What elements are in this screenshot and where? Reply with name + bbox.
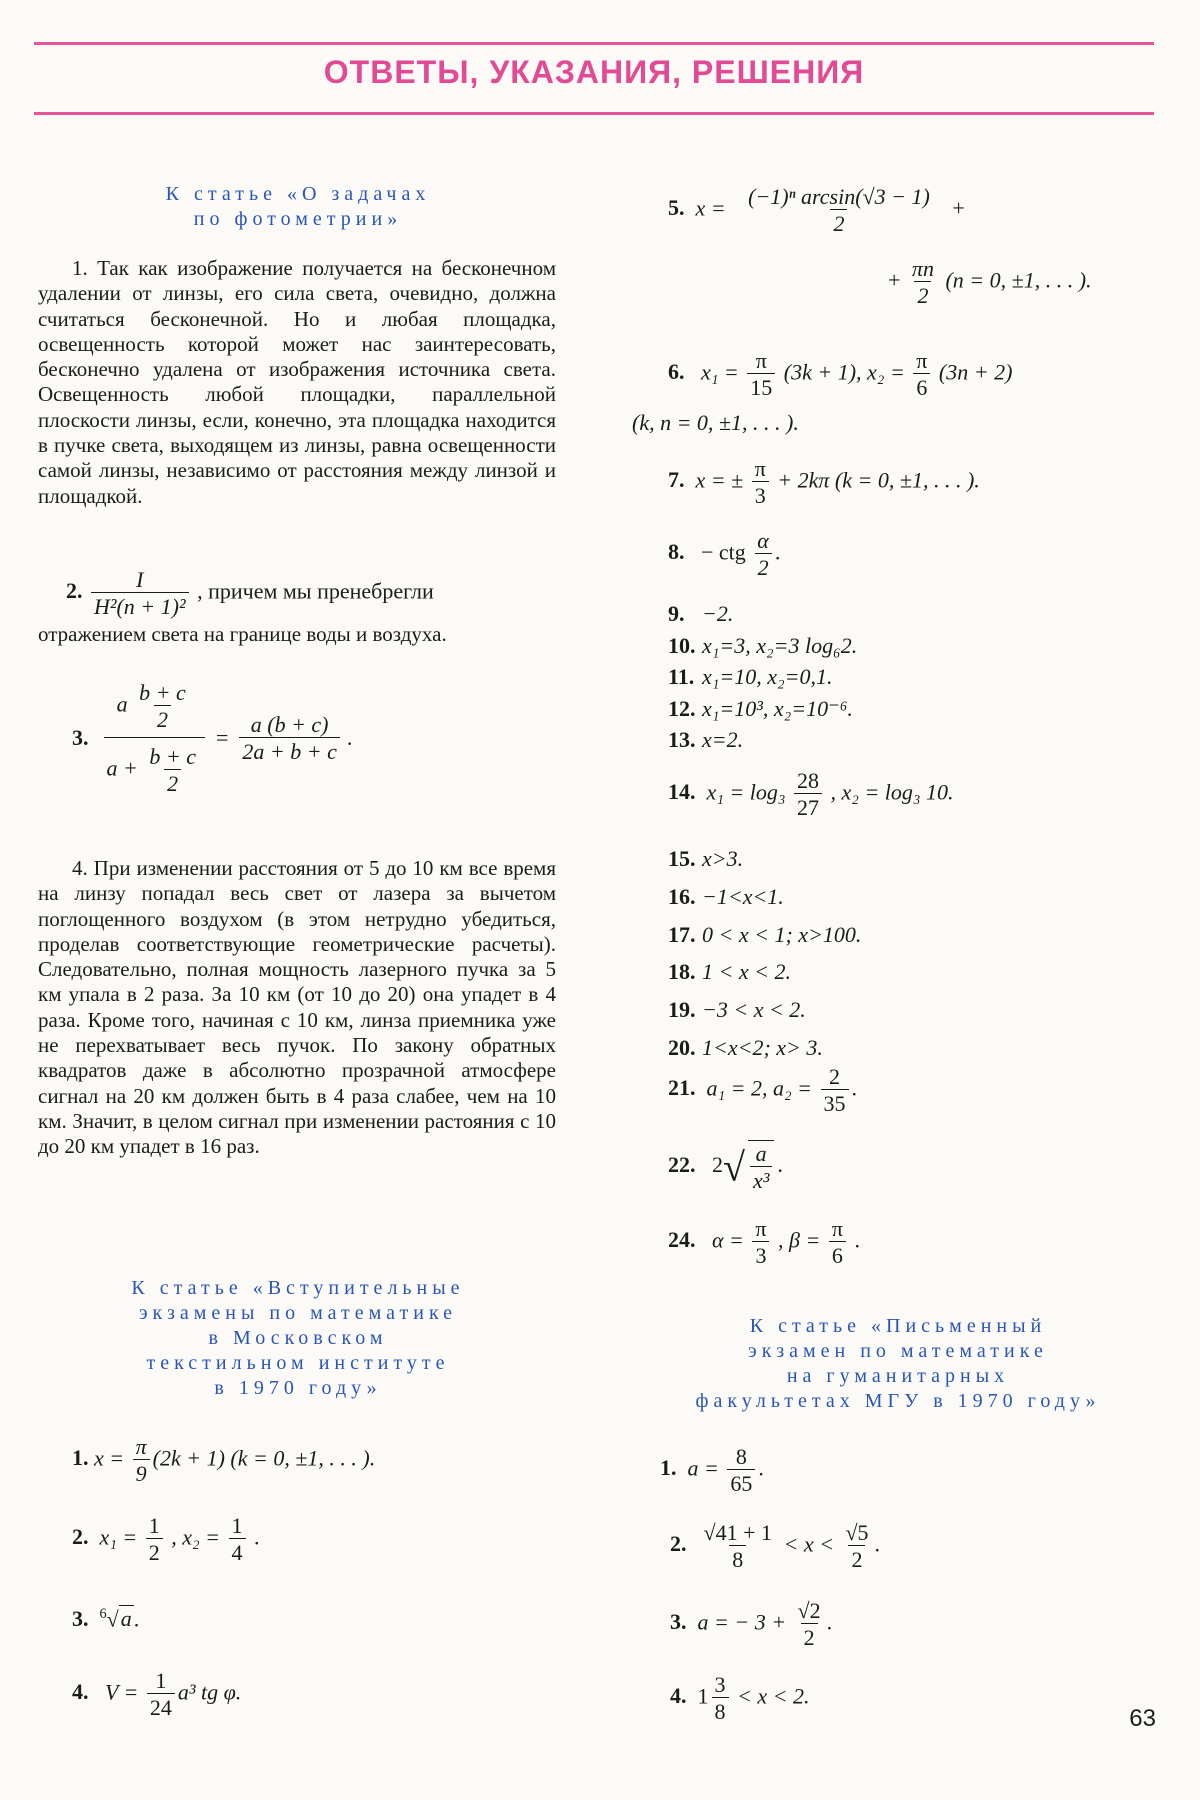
top-rule bbox=[34, 42, 1154, 45]
answer-t3: 3. $^6$√a. bbox=[72, 1606, 140, 1632]
fraction: $\frac{I}{\text{H²(n + 1)²}}$ bbox=[91, 567, 189, 620]
answer-2: 2. $\frac{I}{\text{H²(n + 1)²}}$ , причем мы пренебрегли bbox=[66, 567, 434, 620]
list-item: 19. −3 < x < 2. bbox=[668, 997, 806, 1023]
answer-m1: 1. a = $\frac{8}{65}$ . bbox=[660, 1444, 764, 1497]
answer-8: 8. − ctg $\frac{\alpha}{2}$ . bbox=[668, 528, 781, 581]
section-heading: К статье «О задачах по фотометрии» bbox=[165, 183, 431, 230]
list-item: 20. 1<x<2; x> 3. bbox=[668, 1034, 823, 1060]
answer-m3: 3. a = − 3 + $\frac{√2}{2}$ . bbox=[670, 1598, 833, 1651]
list-item: 17. 0 < x < 1; x>100. bbox=[668, 921, 862, 947]
answer-24: 24. α = $\frac{\pi}{3}$ , β = $\frac{\pi}{6}$ . bbox=[668, 1216, 860, 1269]
answer-5: 5. x = $\frac{\text{(−1)ⁿ arcsin(√3 − 1)}}{2}$ + bbox=[668, 184, 965, 237]
answer-3: 3. a $\frac{b + c}{2}$ a + $\frac{b + c}{2}$ = $\frac{a (b + c)}{2a + b + c}$ . bbox=[72, 680, 353, 796]
list-item: 12. x₁=10³, x₂=10⁻⁶. bbox=[668, 695, 853, 721]
list-item: 16. −1<x<1. bbox=[668, 883, 784, 909]
section-photometry bbox=[38, 182, 558, 232]
answer-paragraph-4: 4. При изменении расстояния от 5 до 10 км все время на линзу попадал весь свет от лазера за вычетом поглощенного воздухом (в этом нетрудно убедиться, проделав соответствующие геометрические расчеты). Следовательно, полная мощность лазерного пучка за 5 км упала в 2 раза. За 10 км (от 10 до 20) она упадет в 4 раза. Кроме того, начиная с 10 км, линза приемника уже не перехватывает весь пучок. По закону обратных квадратов даже в абсолютно прозрачной атмосфере сигнал на 20 км должен быть в 4 раза слабее, чем на 10 км. Значит, в целом сигнал при изменении растояния с 10 до 20 км упадет в 16 раз. bbox=[38, 856, 556, 1159]
answer-21: 21. a₁ = 2, a₂ = $\frac{2}{35}$ . bbox=[668, 1064, 857, 1117]
section-mgu-humanities bbox=[628, 1314, 1168, 1414]
list-item: 18. 1 < x < 2. bbox=[668, 959, 791, 985]
answer-list-15-20 bbox=[668, 840, 861, 1067]
answer-t4: 4. V = $\frac{1}{24}$ a³ tg φ. bbox=[72, 1668, 242, 1721]
answer-m2: 2. $\frac{√41 + 1}{8}$ < x < $\frac{√5}{2}$ . bbox=[670, 1520, 881, 1573]
list-item: 11. x₁=10, x₂=0,1. bbox=[668, 664, 833, 689]
answer-5-line2: + $\frac{\pi n}{2}$ (n = 0, ±1, . . . ). bbox=[888, 256, 1092, 309]
answer-14: 14. x₁ = log₃ $\frac{28}{27}$ , x₂ = log₃ 10. bbox=[668, 768, 954, 821]
answer-t2: 2. x₁ = $\frac{1}{2}$ , x₂ = $\frac{1}{4}$ . bbox=[72, 1513, 260, 1566]
answer-m4: 4. 1 $\frac{3}{8}$ < x < 2. bbox=[670, 1672, 810, 1725]
bottom-rule bbox=[34, 112, 1154, 115]
answer-6: 6. x₁ = $\frac{\pi}{15}$ (3k + 1), x₂ = $\frac{\pi}{6}$ (3n + 2) bbox=[668, 348, 1013, 401]
section-textile-institute bbox=[38, 1276, 558, 1401]
answer-6-line2: (k, n = 0, ±1, . . . ). bbox=[632, 410, 799, 435]
list-item: 10. x₁=3, x₂=3 log₆2. bbox=[668, 632, 858, 658]
answer-t1: 1. x = $\frac{\pi}{9}$ (2k + 1) (k = 0, ±1, . . . ). bbox=[72, 1434, 376, 1487]
answer-22: 22. 2√ $\frac{a}{\text{x³}}$ . bbox=[668, 1141, 783, 1194]
answer-paragraph-1: 1. Так как изображение получается на бесконечном удалении от линзы, его сила света, очевидно, должна считаться бесконечной. Но и любая площадка, освещенность которой может нас заинтересовать, бесконечно удалена от изображения источника света. Освещенность любой площадки, параллельной плоскости линзы, если, конечно, эта площадка находится в пучке света, выходящем из линзы, равна освещенности самой линзы, независимо от расстояния между линзой и площадкой. bbox=[38, 256, 556, 508]
answer-list-9-13 bbox=[668, 598, 857, 756]
page-number: 63 bbox=[1129, 1705, 1156, 1732]
answer-2-line2: отражением света на границе воды и воздуха. bbox=[38, 622, 447, 646]
list-item: 13. x=2. bbox=[668, 727, 744, 752]
list-item: 9. −2. bbox=[668, 601, 734, 626]
section-heading: К статье «Вступительные экзамены по математике в Московском текстильном институте в 1970 году» bbox=[131, 1277, 465, 1399]
page-title: ОТВЕТЫ, УКАЗАНИЯ, РЕШЕНИЯ bbox=[323, 54, 865, 90]
section-heading: К статье «Письменный экзамен по математике на гуманитарных факультетах МГУ в 1970 году» bbox=[695, 1315, 1101, 1412]
list-item: 15. x>3. bbox=[668, 846, 744, 871]
complex-fraction: a $\frac{b + c}{2}$ a + $\frac{b + c}{2}$ bbox=[104, 680, 205, 796]
answer-7: 7. x = ± $\frac{\pi}{3}$ + 2kπ (k = 0, ±1, . . . ). bbox=[668, 456, 980, 509]
